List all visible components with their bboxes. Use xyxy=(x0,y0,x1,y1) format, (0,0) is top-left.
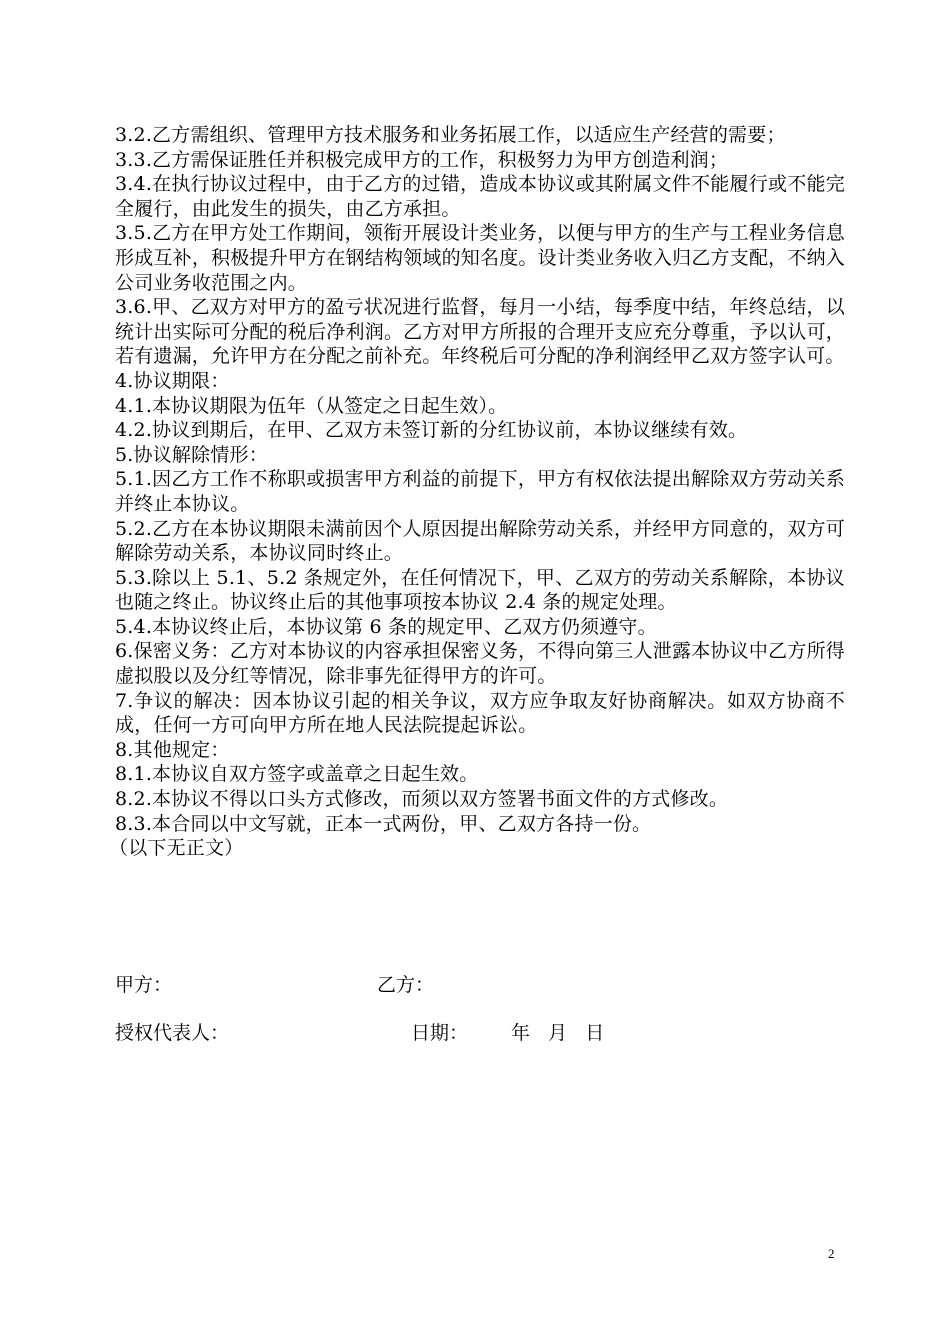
authorized-rep-label: 授权代表人： xyxy=(115,1022,230,1044)
closing-note: （以下无正文） xyxy=(109,837,244,860)
clause-3-5: 3.5.乙方在甲方处工作期间，领衔开展设计类业务，以便与甲方的生产与工程业务信息形成互补，积极提升甲方在钢结构领域的知名度。设计类业务收入归乙方支配，不纳入公司业务收范围之内。 xyxy=(115,222,845,294)
section-6-confidentiality: 6.保密义务：乙方对本协议的内容承担保密义务，不得向第三人泄露本协议中乙方所得虚拟股以及分红等情况，除非事先征得甲方的许可。 xyxy=(115,640,845,688)
clause-5-4: 5.4.本协议终止后，本协议第 6 条的规定甲、乙双方仍须遵守。 xyxy=(115,615,657,638)
party-b-label: 乙方： xyxy=(377,974,435,996)
section-5-heading: 5.协议解除情形： xyxy=(115,443,268,466)
date-label: 日期： xyxy=(411,1022,469,1044)
clause-4-1: 4.1.本协议期限为伍年（从签定之日起生效）。 xyxy=(115,394,508,417)
clause-5-2: 5.2.乙方在本协议期限未满前因个人原因提出解除劳动关系，并经甲方同意的，双方可解除劳动关系，本协议同时终止。 xyxy=(115,517,845,565)
agreement-body xyxy=(109,123,845,861)
clause-3-4: 3.4.在执行协议过程中，由于乙方的过错，造成本协议或其附属文件不能履行或不能完全履行，由此发生的损失，由乙方承担。 xyxy=(115,173,845,220)
section-8-heading: 8.其他规定： xyxy=(115,738,230,761)
signature-row-parties xyxy=(115,972,845,998)
clause-8-1: 8.1.本协议自双方签字或盖章之日起生效。 xyxy=(115,763,479,786)
clause-4-2: 4.2.协议到期后，在甲、乙双方未签订新的分红协议前，本协议继续有效。 xyxy=(115,419,748,442)
clause-5-3: 5.3.除以上 5.1、5.2 条规定外，在任何情况下，甲、乙双方的劳动关系解除，本协议也随之终止。协议终止后的其他事项按本协议 2.4 条的规定处理。 xyxy=(115,566,845,614)
section-4-heading: 4.协议期限： xyxy=(115,369,230,392)
clause-8-3: 8.3.本合同以中文写就，正本一式两份，甲、乙双方各持一份。 xyxy=(115,812,652,835)
clause-8-2: 8.2.本协议不得以口头方式修改，而须以双方签署书面文件的方式修改。 xyxy=(115,788,729,811)
party-a-label: 甲方： xyxy=(115,974,173,996)
signature-row-representative xyxy=(115,1020,845,1046)
page-number: 2 xyxy=(828,1246,835,1261)
clause-3-2: 3.2.乙方需组织、管理甲方技术服务和业务拓展工作，以适应生产经营的需要； xyxy=(115,124,786,146)
section-7-dispute: 7.争议的解决：因本协议引起的相关争议，双方应争取友好协商解决。如双方协商不成，任何一方可向甲方所在地人民法院提起诉讼。 xyxy=(115,689,845,737)
clause-3-6: 3.6.甲、乙双方对甲方的盈亏状况进行监督，每月一小结，每季度中结，年终总结，以统计出实际可分配的税后净利润。乙方对甲方所报的合理开支应充分尊重，予以认可，若有遗漏，允许甲方在分配之前补充。年终税后可分配的净利润经甲乙双方签字认可。 xyxy=(115,296,845,368)
clause-3-3: 3.3.乙方需保证胜任并积极完成甲方的工作，积极努力为甲方创造利润； xyxy=(115,148,729,171)
clause-5-1: 5.1.因乙方工作不称职或损害甲方利益的前提下，甲方有权依法提出解除双方劳动关系并终止本协议。 xyxy=(115,468,845,515)
date-placeholder: 年 月 日 xyxy=(511,1022,605,1044)
